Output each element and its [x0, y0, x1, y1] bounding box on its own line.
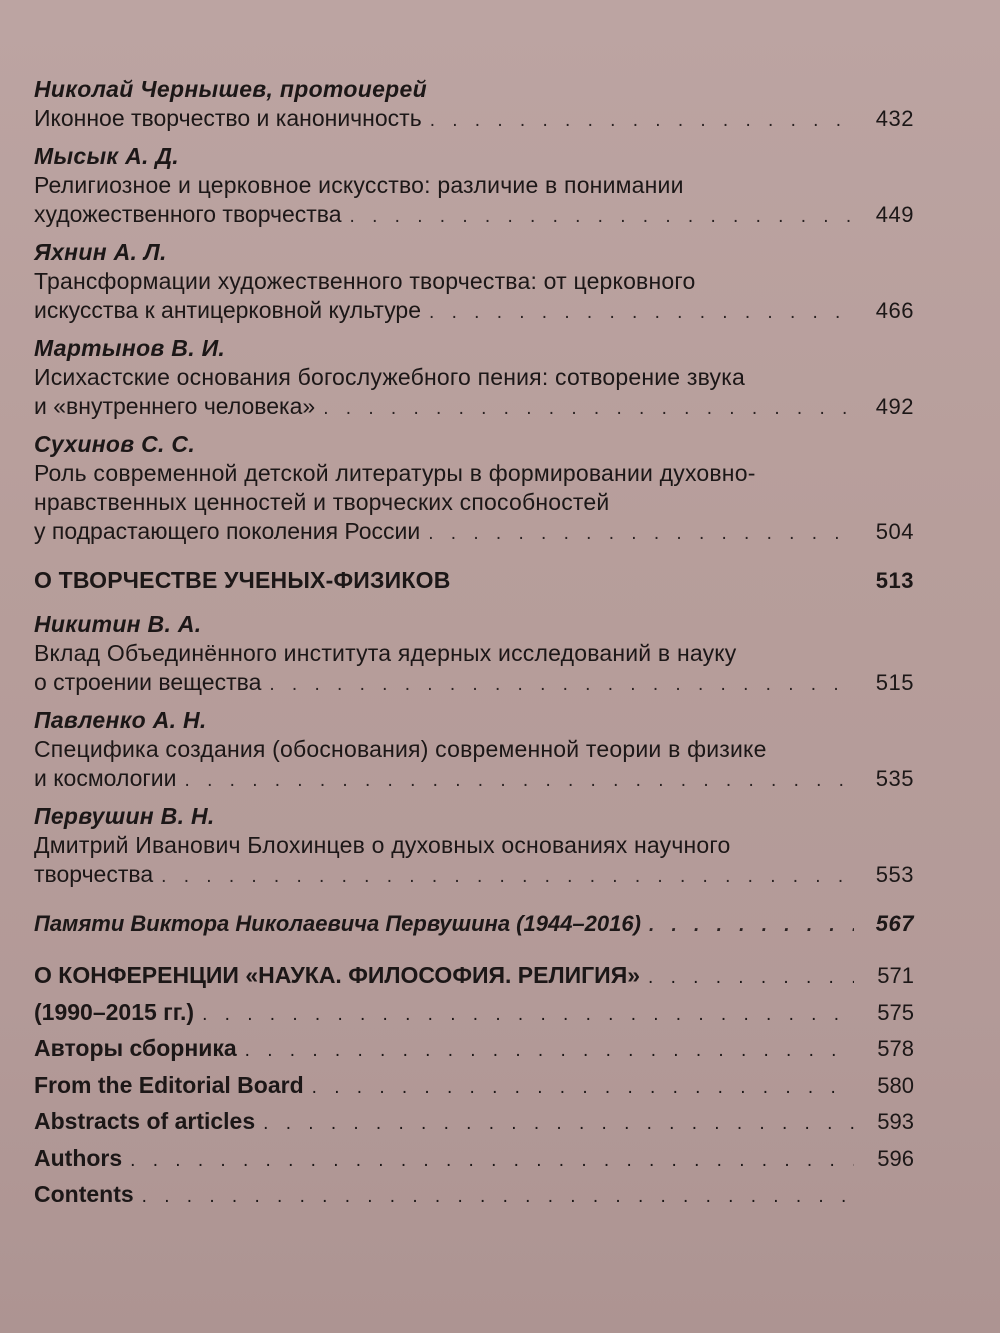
leader-dots	[648, 967, 854, 989]
entry-title-row	[34, 200, 914, 231]
entry-title-line: Вклад Объединённого института ядерных исследований в науку	[34, 640, 737, 666]
entry-title-line: Трансформации художественного творчества: от церковного	[34, 268, 696, 294]
page-number: 504	[875, 519, 914, 544]
entry-title-line: нравственных ценностей и творческих способностей	[34, 489, 610, 515]
toc-entry	[34, 609, 914, 699]
page-number: 432	[875, 106, 914, 131]
entry-title-line: Дмитрий Иванович Блохинцев о духовных основаниях научного	[34, 832, 731, 858]
page-number: 466	[875, 298, 914, 323]
toc-entry	[34, 74, 914, 135]
backmatter-title: (1990–2015 гг.)	[34, 998, 195, 1025]
backmatter-item	[34, 1145, 914, 1182]
section-title: О ТВОРЧЕСТВЕ УЧЕНЫХ-ФИЗИКОВ	[34, 567, 451, 593]
leader-dots	[312, 1077, 854, 1099]
entry-title-row	[34, 296, 914, 327]
toc-entry	[34, 141, 914, 231]
backmatter-list	[34, 962, 914, 1218]
leader-dots	[649, 911, 854, 940]
leader-dots	[429, 298, 854, 327]
leader-dots	[428, 519, 854, 548]
backmatter-item	[34, 999, 914, 1036]
leader-dots	[142, 1186, 854, 1208]
page-number: 575	[877, 999, 914, 1025]
backmatter-item	[34, 1072, 914, 1109]
entry-author: Яхнин А. Л.	[34, 239, 167, 265]
entry-title-line: Религиозное и церковное искусство: различие в понимании	[34, 172, 684, 198]
toc-entry	[34, 237, 914, 327]
page-number: 580	[877, 1072, 914, 1098]
backmatter-item	[34, 962, 914, 999]
toc-entry	[34, 705, 914, 795]
entry-title-row	[34, 668, 914, 699]
backmatter-title: From the Editorial Board	[34, 1071, 304, 1098]
memorial-title: Памяти Виктора Николаевича Первушина (1944–2016)	[34, 911, 641, 936]
backmatter-item	[34, 1181, 914, 1218]
entry-title-line: Роль современной детской литературы в формировании духовно-	[34, 460, 756, 486]
entry-author: Сухинов С. С.	[34, 431, 196, 457]
entry-title-line: и космологии	[34, 765, 177, 791]
page-number: 571	[877, 963, 914, 988]
entry-title-line: искусства к антицерковной культуре	[34, 297, 422, 323]
toc-entry	[34, 801, 914, 891]
entry-title-line: творчества	[34, 861, 154, 887]
entry-title-line: Иконное творчество и каноничность	[34, 105, 422, 131]
entry-author: Первушин В. Н.	[34, 803, 215, 829]
backmatter-title: Авторы сборника	[34, 1035, 237, 1061]
leader-dots	[269, 670, 854, 699]
table-of-contents	[34, 74, 914, 1218]
backmatter-title: Authors	[34, 1144, 123, 1171]
leader-dots	[185, 766, 854, 795]
leader-dots	[263, 1113, 854, 1135]
section-heading	[34, 566, 914, 597]
page-number: 578	[877, 1036, 914, 1061]
entry-title-line: Исихастские основания богослужебного пения: сотворение звука	[34, 364, 745, 390]
backmatter-title: Abstracts of articles	[34, 1108, 256, 1134]
entry-title-line: о строении вещества	[34, 669, 262, 695]
entry-author: Николай Чернышев, протоиерей	[34, 76, 427, 102]
entry-title-line: Специфика создания (обоснования) современной теории в физике	[34, 736, 767, 762]
leader-dots	[245, 1040, 854, 1062]
page-number: 553	[875, 862, 914, 887]
backmatter-item	[34, 1108, 914, 1145]
entry-author: Мысык А. Д.	[34, 143, 179, 169]
entry-title-line: художественного творчества	[34, 201, 342, 227]
page-number: 513	[875, 568, 914, 593]
entry-title-row	[34, 392, 914, 423]
entry-title-line: у подрастающего поколения России	[34, 518, 421, 544]
entry-author: Павленко А. Н.	[34, 707, 207, 733]
entry-title-row	[34, 517, 914, 548]
entry-title-row	[34, 104, 914, 135]
entry-author: Мартынов В. И.	[34, 335, 226, 361]
leader-dots	[430, 106, 854, 135]
entry-title-row	[34, 860, 914, 891]
entry-title-row	[34, 764, 914, 795]
toc-entry	[34, 333, 914, 423]
page-number: 567	[875, 911, 914, 936]
toc-entry	[34, 429, 914, 548]
page-number: 535	[875, 766, 914, 791]
leader-dots	[202, 1004, 854, 1026]
leader-dots	[323, 394, 854, 423]
memorial-entry	[34, 909, 914, 940]
entry-author: Никитин В. А.	[34, 611, 202, 637]
page-number: 593	[877, 1109, 914, 1134]
page-number: 515	[875, 670, 914, 695]
backmatter-title: Contents	[34, 1181, 134, 1207]
entry-title-line: и «внутреннего человека»	[34, 393, 316, 419]
leader-dots	[130, 1150, 854, 1172]
leader-dots	[161, 862, 854, 891]
page-number: 596	[877, 1145, 914, 1171]
page-number: 492	[875, 394, 914, 419]
backmatter-item	[34, 1035, 914, 1072]
page-number: 449	[875, 202, 914, 227]
backmatter-title: О КОНФЕРЕНЦИИ «НАУКА. ФИЛОСОФИЯ. РЕЛИГИЯ»	[34, 962, 641, 988]
leader-dots	[350, 202, 854, 231]
